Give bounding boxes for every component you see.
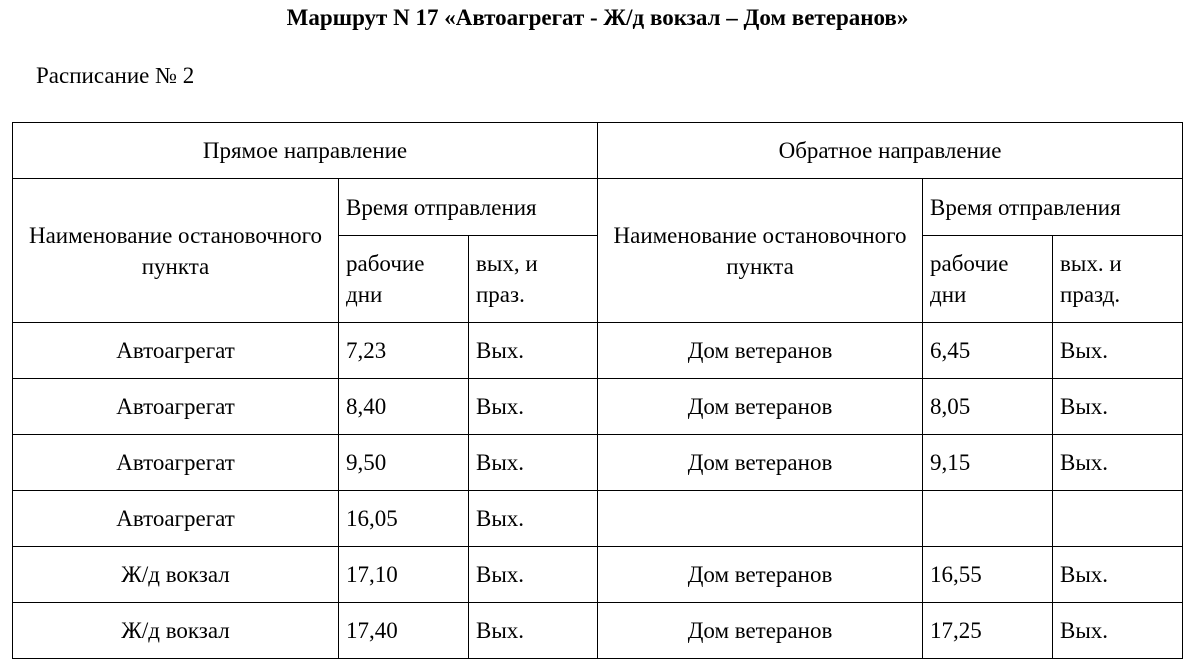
backward-weekend-time: Вых.	[1053, 379, 1183, 435]
forward-stop-header: Наименование остановочного пункта	[13, 179, 339, 323]
table-row	[13, 435, 1183, 491]
forward-weekend-time: Вых.	[469, 379, 598, 435]
backward-time-header: Время отправления	[923, 179, 1183, 236]
backward-weekend-time: Вых.	[1053, 435, 1183, 491]
table-row	[13, 547, 1183, 603]
backward-weekend-time: Вых.	[1053, 323, 1183, 379]
forward-weekend-header: вых, и праз.	[469, 236, 598, 323]
schedule-number: Расписание № 2	[36, 63, 195, 88]
table-row	[13, 379, 1183, 435]
backward-stop-cell: Дом ветеранов	[598, 323, 923, 379]
forward-direction-heading: Прямое направление	[13, 123, 598, 179]
schedule-table	[12, 122, 1183, 659]
backward-weekend-time	[1053, 491, 1183, 547]
table-row	[13, 491, 1183, 547]
forward-stop-cell: Ж/д вокзал	[13, 547, 339, 603]
forward-stop-cell: Автоагрегат	[13, 379, 339, 435]
backward-workday-time: 16,55	[923, 547, 1053, 603]
forward-workday-time: 7,23	[339, 323, 469, 379]
direction-header-row	[13, 123, 1183, 179]
backward-workday-time: 17,25	[923, 603, 1053, 659]
backward-direction-heading: Обратное направление	[598, 123, 1183, 179]
forward-stop-cell: Автоагрегат	[13, 323, 339, 379]
forward-workdays-header: рабочие дни	[339, 236, 469, 323]
forward-workday-time: 16,05	[339, 491, 469, 547]
forward-workday-time: 9,50	[339, 435, 469, 491]
backward-workday-time	[923, 491, 1053, 547]
backward-workday-time: 8,05	[923, 379, 1053, 435]
backward-workday-time: 6,45	[923, 323, 1053, 379]
forward-workday-time: 8,40	[339, 379, 469, 435]
forward-time-header: Время отправления	[339, 179, 598, 236]
forward-weekend-time: Вых.	[469, 603, 598, 659]
backward-stop-cell: Дом ветеранов	[598, 603, 923, 659]
forward-stop-cell: Ж/д вокзал	[13, 603, 339, 659]
backward-weekend-time: Вых.	[1053, 547, 1183, 603]
backward-weekend-time: Вых.	[1053, 603, 1183, 659]
backward-stop-cell: Дом ветеранов	[598, 435, 923, 491]
backward-stop-cell	[598, 491, 923, 547]
backward-stop-cell: Дом ветеранов	[598, 547, 923, 603]
table-row	[13, 603, 1183, 659]
forward-weekend-time: Вых.	[469, 491, 598, 547]
forward-stop-cell: Автоагрегат	[13, 435, 339, 491]
forward-weekend-time: Вых.	[469, 435, 598, 491]
forward-stop-cell: Автоагрегат	[13, 491, 339, 547]
forward-workday-time: 17,40	[339, 603, 469, 659]
forward-weekend-time: Вых.	[469, 547, 598, 603]
page-title: Маршрут N 17 «Автоагрегат - Ж/д вокзал – Дом ветеранов»	[286, 5, 909, 30]
forward-weekend-time: Вых.	[469, 323, 598, 379]
forward-workday-time: 17,10	[339, 547, 469, 603]
backward-workdays-header: рабочие дни	[923, 236, 1053, 323]
backward-stop-header: Наименование остановочного пункта	[598, 179, 923, 323]
table-row	[13, 323, 1183, 379]
backward-stop-cell: Дом ветеранов	[598, 379, 923, 435]
column-header-row	[13, 179, 1183, 236]
backward-workday-time: 9,15	[923, 435, 1053, 491]
backward-weekend-header: вых. и празд.	[1053, 236, 1183, 323]
